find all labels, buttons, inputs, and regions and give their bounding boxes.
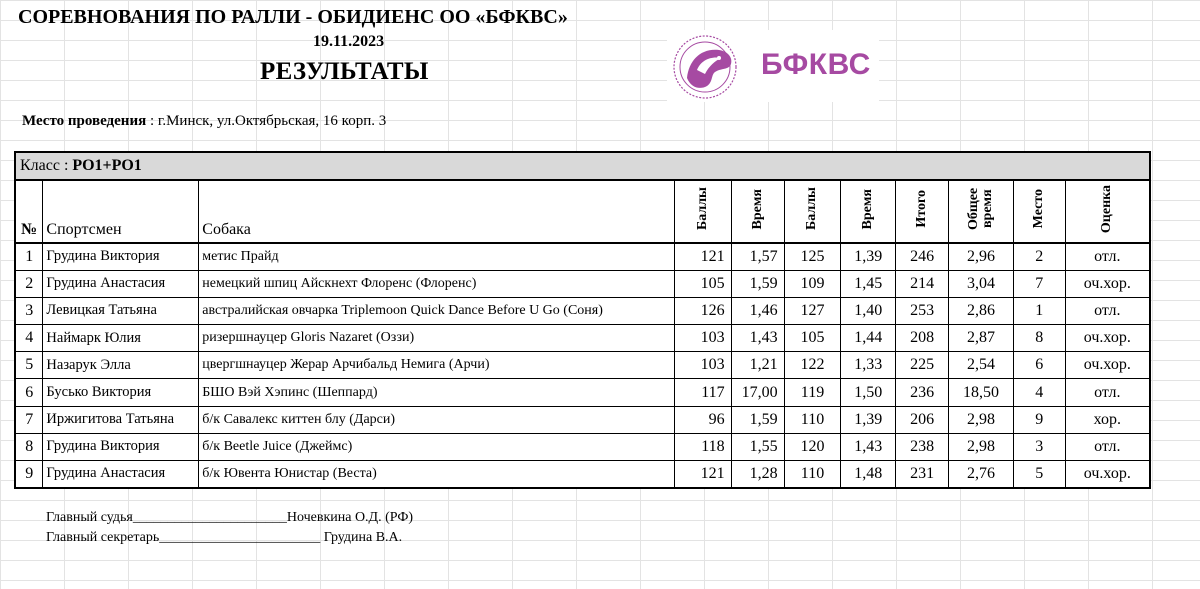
grade-cell: отл. <box>1065 243 1150 270</box>
score2-cell: 122 <box>784 352 841 379</box>
athlete-cell: Назарук Элла <box>43 352 199 379</box>
place-cell: 1 <box>1013 297 1065 324</box>
chief-secretary-line: Главный секретарь_______________________ Грудина В.А. <box>46 530 403 545</box>
event-date: 19.11.2023 <box>313 33 385 50</box>
place-cell: 8 <box>1013 325 1065 352</box>
dog-cell: австралийская овчарка Triplemoon Quick Dance Before U Go (Соня) <box>199 297 675 324</box>
grade-cell: отл. <box>1065 433 1150 460</box>
row-number: 6 <box>15 379 43 406</box>
page-title: СОРЕВНОВАНИЯ ПО РАЛЛИ - ОБИДИЕНС ОО «БФКВС» <box>18 6 568 28</box>
total-time-cell: 2,86 <box>949 297 1014 324</box>
venue-separator: : <box>146 113 158 129</box>
col-header-grade: Оценка <box>1065 180 1150 243</box>
score1-cell: 126 <box>674 297 731 324</box>
time1-cell: 1,59 <box>731 406 784 433</box>
total-cell: 253 <box>896 297 949 324</box>
place-cell: 5 <box>1013 461 1065 488</box>
row-number: 8 <box>15 433 43 460</box>
col-header-time2: Время <box>841 180 896 243</box>
place-cell: 9 <box>1013 406 1065 433</box>
total-time-cell: 2,76 <box>949 461 1014 488</box>
grade-cell: оч.хор. <box>1065 270 1150 297</box>
class-row <box>15 152 1150 180</box>
athlete-cell: Грудина Виктория <box>43 243 199 270</box>
total-cell: 225 <box>896 352 949 379</box>
grade-cell: оч.хор. <box>1065 352 1150 379</box>
time1-cell: 1,57 <box>731 243 784 270</box>
col-header-time1: Время <box>731 180 784 243</box>
col-header-score2: Баллы <box>784 180 841 243</box>
total-cell: 206 <box>896 406 949 433</box>
total-cell: 214 <box>896 270 949 297</box>
athlete-cell: Левицкая Татьяна <box>43 297 199 324</box>
time1-cell: 1,21 <box>731 352 784 379</box>
total-cell: 208 <box>896 325 949 352</box>
score1-cell: 118 <box>674 433 731 460</box>
time2-cell: 1,48 <box>841 461 896 488</box>
athlete-cell: Бусько Виктория <box>43 379 199 406</box>
score2-cell: 119 <box>784 379 841 406</box>
score2-cell: 127 <box>784 297 841 324</box>
total-time-cell: 2,96 <box>949 243 1014 270</box>
score1-cell: 117 <box>674 379 731 406</box>
time1-cell: 1,59 <box>731 270 784 297</box>
grade-cell: оч.хор. <box>1065 461 1150 488</box>
grade-cell: отл. <box>1065 379 1150 406</box>
total-time-cell: 2,54 <box>949 352 1014 379</box>
time2-cell: 1,40 <box>841 297 896 324</box>
place-cell: 2 <box>1013 243 1065 270</box>
total-time-cell: 2,98 <box>949 406 1014 433</box>
col-header-total-time: Общее время <box>949 180 1014 243</box>
score1-cell: 121 <box>674 461 731 488</box>
place-cell: 6 <box>1013 352 1065 379</box>
table-row <box>15 406 1150 433</box>
total-cell: 238 <box>896 433 949 460</box>
federation-logo <box>667 30 879 102</box>
dog-cell: ризершнауцер Gloris Nazaret (Оззи) <box>199 325 675 352</box>
dog-cell: б/к Савалекс киттен блу (Дарси) <box>199 406 675 433</box>
dog-cell: б/к Beetle Juice (Джеймс) <box>199 433 675 460</box>
time1-cell: 1,43 <box>731 325 784 352</box>
total-cell: 231 <box>896 461 949 488</box>
results-table <box>14 151 1151 489</box>
row-number: 7 <box>15 406 43 433</box>
place-cell: 7 <box>1013 270 1065 297</box>
row-number: 2 <box>15 270 43 297</box>
col-header-total: Итого <box>896 180 949 243</box>
time2-cell: 1,39 <box>841 243 896 270</box>
table-row <box>15 461 1150 488</box>
dog-cell: цвергшнауцер Жерар Арчибальд Немига (Арчи) <box>199 352 675 379</box>
row-number: 1 <box>15 243 43 270</box>
row-number: 3 <box>15 297 43 324</box>
total-time-cell: 18,50 <box>949 379 1014 406</box>
grade-cell: оч.хор. <box>1065 325 1150 352</box>
place-cell: 4 <box>1013 379 1065 406</box>
table-row <box>15 297 1150 324</box>
time2-cell: 1,50 <box>841 379 896 406</box>
athlete-cell: Наймарк Юлия <box>43 325 199 352</box>
grade-cell: хор. <box>1065 406 1150 433</box>
row-number: 4 <box>15 325 43 352</box>
chief-judge-line: Главный судья______________________Ночевкина О.Д. (РФ) <box>46 510 414 525</box>
logo-wordmark: БФКВС <box>761 48 871 81</box>
athlete-cell: Грудина Анастасия <box>43 461 199 488</box>
total-time-cell: 2,98 <box>949 433 1014 460</box>
table-row <box>15 379 1150 406</box>
dog-cell: немецкий шпиц Айскнехт Флоренс (Флоренс) <box>199 270 675 297</box>
dog-head-icon <box>667 30 757 102</box>
score2-cell: 110 <box>784 406 841 433</box>
venue-value: г.Минск, ул.Октябрьская, 16 корп. 3 <box>157 113 387 129</box>
total-time-cell: 2,87 <box>949 325 1014 352</box>
time2-cell: 1,45 <box>841 270 896 297</box>
col-header-score1: Баллы <box>674 180 731 243</box>
header-row <box>15 180 1150 243</box>
row-number: 5 <box>15 352 43 379</box>
total-cell: 246 <box>896 243 949 270</box>
score2-cell: 110 <box>784 461 841 488</box>
venue-label: Место проведения <box>22 113 147 129</box>
row-number: 9 <box>15 461 43 488</box>
score2-cell: 125 <box>784 243 841 270</box>
time2-cell: 1,33 <box>841 352 896 379</box>
score1-cell: 103 <box>674 325 731 352</box>
score2-cell: 105 <box>784 325 841 352</box>
dog-cell: метис Прайд <box>199 243 675 270</box>
time2-cell: 1,43 <box>841 433 896 460</box>
score2-cell: 120 <box>784 433 841 460</box>
table-row <box>15 352 1150 379</box>
class-value: РО1+РО1 <box>72 157 142 174</box>
athlete-cell: Грудина Виктория <box>43 433 199 460</box>
col-header-place: Место <box>1013 180 1065 243</box>
time2-cell: 1,39 <box>841 406 896 433</box>
col-header-dog: Собака <box>199 180 675 243</box>
dog-cell: б/к Ювента Юнистар (Веста) <box>199 461 675 488</box>
table-row <box>15 270 1150 297</box>
athlete-cell: Иржигитова Татьяна <box>43 406 199 433</box>
time2-cell: 1,44 <box>841 325 896 352</box>
total-time-cell: 3,04 <box>949 270 1014 297</box>
time1-cell: 1,46 <box>731 297 784 324</box>
grade-cell: отл. <box>1065 297 1150 324</box>
table-row <box>15 243 1150 270</box>
place-cell: 3 <box>1013 433 1065 460</box>
col-header-athlete: Спортсмен <box>43 180 199 243</box>
dog-cell: БШО Вэй Хэпинс (Шеппард) <box>199 379 675 406</box>
time1-cell: 1,28 <box>731 461 784 488</box>
venue-line <box>22 113 386 130</box>
score1-cell: 103 <box>674 352 731 379</box>
col-header-number: № <box>15 180 43 243</box>
results-heading: РЕЗУЛЬТАТЫ <box>260 58 429 85</box>
score1-cell: 121 <box>674 243 731 270</box>
total-cell: 236 <box>896 379 949 406</box>
table-row <box>15 325 1150 352</box>
athlete-cell: Грудина Анастасия <box>43 270 199 297</box>
class-label: Класс : <box>20 157 73 174</box>
score1-cell: 96 <box>674 406 731 433</box>
score2-cell: 109 <box>784 270 841 297</box>
time1-cell: 17,00 <box>731 379 784 406</box>
table-row <box>15 433 1150 460</box>
table-body <box>15 243 1150 488</box>
score1-cell: 105 <box>674 270 731 297</box>
time1-cell: 1,55 <box>731 433 784 460</box>
class-cell <box>15 152 1150 180</box>
